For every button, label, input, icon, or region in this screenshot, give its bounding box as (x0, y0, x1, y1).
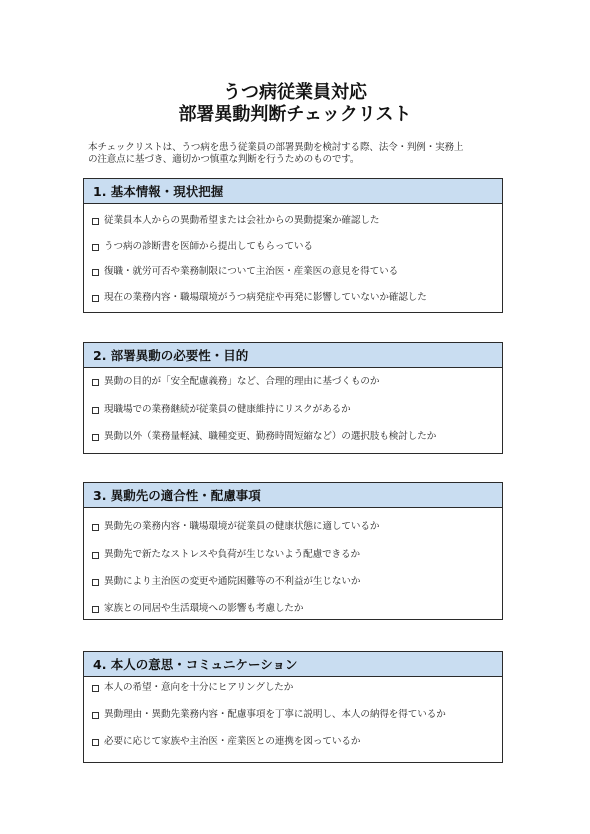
section-intent-communication (83, 651, 503, 763)
checklist-item-label: うつ病の診断書を医師から提出してもらっている (104, 241, 313, 252)
checkbox-icon[interactable] (92, 218, 99, 225)
checkbox-icon[interactable] (92, 685, 99, 692)
intro-paragraph (88, 142, 508, 166)
checklist-item[interactable] (92, 736, 360, 748)
checklist-item-label: 現在の業務内容・職場環境がうつ病発症や再発に影響していないか確認した (104, 292, 427, 303)
checklist-item-label: 家族との同居や生活環境への影響も考慮したか (104, 603, 304, 614)
checklist-item-label: 現職場での業務継続が従業員の健康維持にリスクがあるか (104, 404, 351, 415)
document-title-line1: うつ病従業員対応 (223, 82, 367, 103)
checkbox-icon[interactable] (92, 379, 99, 386)
checkbox-icon[interactable] (92, 606, 99, 613)
checkbox-icon[interactable] (92, 434, 99, 441)
checkbox-icon[interactable] (92, 524, 99, 531)
checklist-item-label: 必要に応じて家族や主治医・産業医との連携を図っているか (104, 736, 361, 747)
section-basic-info (83, 178, 503, 313)
checklist-item[interactable] (92, 549, 360, 561)
checklist-item[interactable] (92, 682, 293, 694)
checkbox-icon[interactable] (92, 552, 99, 559)
checkbox-icon[interactable] (92, 739, 99, 746)
checklist-item-label: 従業員本人からの異動希望または会社からの異動提案か確認した (104, 215, 380, 226)
checklist-item-label: 異動理由・異動先業務内容・配慮事項を丁寧に説明し、本人の納得を得ているか (104, 709, 446, 720)
section-heading: 4. 本人の意思・コミュニケーション (84, 652, 502, 677)
checklist-item-label: 異動先の業務内容・職場環境が従業員の健康状態に適しているか (104, 521, 380, 532)
checklist-item-label: 復職・就労可否や業務制限について主治医・産業医の意見を得ている (104, 266, 399, 277)
section-heading: 1. 基本情報・現状把握 (84, 179, 502, 204)
checklist-item[interactable] (92, 266, 398, 278)
document-title-line2: 部署異動判断チェックリスト (178, 104, 412, 125)
intro-line1: 本チェックリストは、うつ病を患う従業員の部署異動を検討する際、法令・判例・実務上 (88, 142, 464, 153)
checklist-item[interactable] (92, 709, 446, 721)
checkbox-icon[interactable] (92, 579, 99, 586)
checklist-item[interactable] (92, 603, 303, 615)
checklist-item[interactable] (92, 431, 436, 443)
checklist-item-label: 本人の希望・意向を十分にヒアリングしたか (104, 682, 294, 693)
section-heading: 3. 異動先の適合性・配慮事項 (84, 483, 502, 508)
section-heading: 2. 部署異動の必要性・目的 (84, 343, 502, 368)
checkbox-icon[interactable] (92, 244, 99, 251)
section-necessity-purpose (83, 342, 503, 454)
checklist-item[interactable] (92, 376, 379, 388)
checklist-item[interactable] (92, 521, 379, 533)
checklist-item[interactable] (92, 404, 351, 416)
checklist-item-label: 異動先で新たなストレスや負荷が生じないよう配慮できるか (104, 549, 361, 560)
checklist-item[interactable] (92, 215, 379, 227)
checklist-item[interactable] (92, 241, 313, 253)
checkbox-icon[interactable] (92, 407, 99, 414)
checklist-item[interactable] (92, 292, 427, 304)
checklist-item-label: 異動以外（業務量軽減、職種変更、勤務時間短縮など）の選択肢も検討したか (104, 431, 437, 442)
checklist-item[interactable] (92, 576, 360, 588)
checkbox-icon[interactable] (92, 295, 99, 302)
checklist-item-label: 異動の目的が「安全配慮義務」など、合理的理由に基づくものか (104, 376, 380, 387)
checklist-item-label: 異動により主治医の変更や通院困難等の不利益が生じないか (104, 576, 361, 587)
section-destination-suitability (83, 482, 503, 620)
checkbox-icon[interactable] (92, 269, 99, 276)
intro-line2: の注意点に基づき、適切かつ慎重な判断を行うためのものです。 (88, 154, 360, 165)
checkbox-icon[interactable] (92, 712, 99, 719)
